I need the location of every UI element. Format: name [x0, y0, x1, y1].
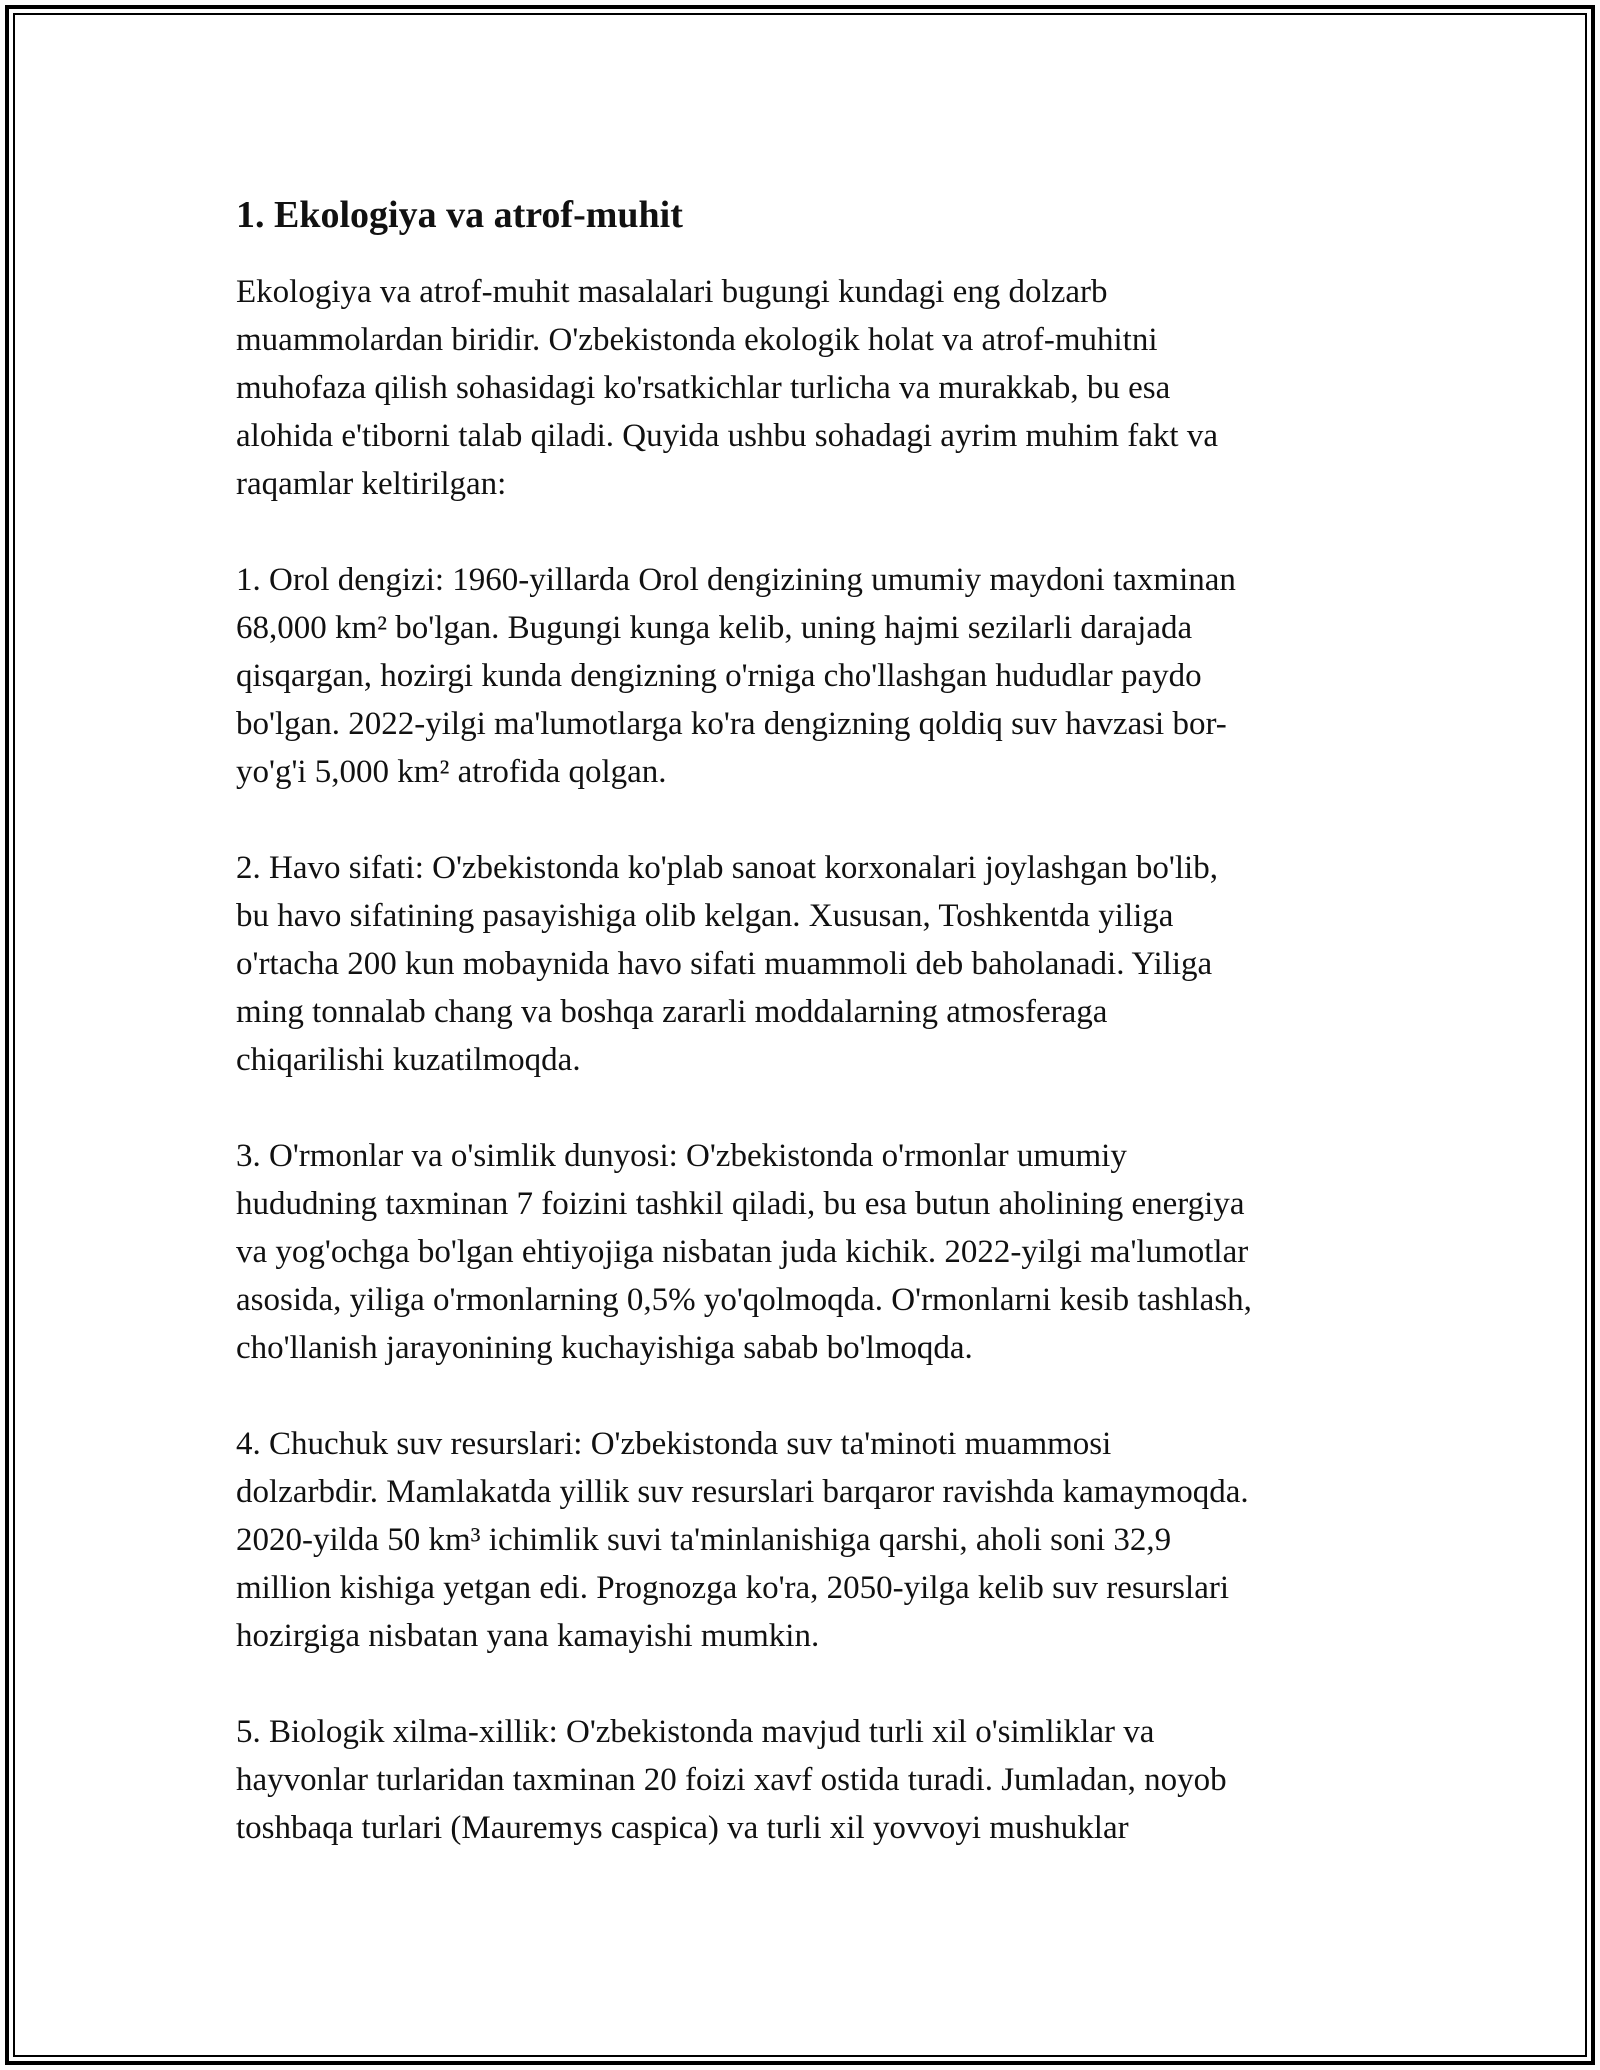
paragraph-biodiversity: 5. Biologik xilma-xillik: O'zbekistonda mavjud turli xil o'simliklar va hayvonlar turlaridan taxminan 20 foizi xavf ostida turadi. Jumladan, noyob toshbaqa turlari (Mauremys caspica) va turli xil yovvoyi mushuklar [236, 1714, 1227, 1846]
paragraph-fresh-water: 4. Chuchuk suv resurslari: O'zbekistonda suv ta'minoti muammosi dolzarbdir. Mamlakatda yillik suv resurslari barqaror ravishda kamaymoqda. 2020-yilda 50 km³ ichimlik suvi ta'minlanishiga qarshi, aholi soni 32,9 million kishiga yetgan edi. Prognozga ko'ra, 2050-yilga kelib suv resurslari hozirgiga nisbatan yana kamayishi mumkin. [236, 1426, 1249, 1654]
intro-paragraph: Ekologiya va atrof-muhit masalalari bugungi kundagi eng dolzarb muammolardan biridir. O'zbekistonda ekologik holat va atrof-muhitni muhofaza qilish sohasidagi ko'rsatkichlar turlicha va murakkab, bu esa alohida e'tiborni talab qiladi. Quyida ushbu sohadagi ayrim muhim fakt va raqamlar keltirilgan: [236, 274, 1218, 502]
document-body [236, 188, 1371, 1900]
paragraph-aral-sea: 1. Orol dengizi: 1960-yillarda Orol dengizining umumiy maydoni taxminan 68,000 km² bo'lgan. Bugungi kunga kelib, uning hajmi sezilarli darajada qisqargan, hozirgi kunda dengizning o'rniga cho'llashgan hududlar paydo bo'lgan. 2022-yilgi ma'lumotlarga ko'ra dengizning qoldiq suv havzasi bor- yo'g'i 5,000 km² atrofida qolgan. [236, 562, 1236, 790]
section-heading: 1. Ekologiya va atrof-muhit [236, 194, 683, 236]
paragraph-air-quality: 2. Havo sifati: O'zbekistonda ko'plab sanoat korxonalari joylashgan bo'lib, bu havo sifatining pasayishiga olib kelgan. Xususan, Toshkentda yiliga o'rtacha 200 kun mobaynida havo sifati muammoli deb baholanadi. Yiliga ming tonnalab chang va boshqa zararli moddalarning atmosferaga chiqarilishi kuzatilmoqda. [236, 850, 1218, 1078]
paragraph-forests: 3. O'rmonlar va o'simlik dunyosi: O'zbekistonda o'rmonlar umumiy hududning taxminan 7 foizini tashkil qiladi, bu esa butun aholining energiya va yog'ochga bo'lgan ehtiyojiga nisbatan juda kichik. 2022-yilgi ma'lumotlar asosida, yiliga o'rmonlarning 0,5% yo'qolmoqda. O'rmonlarni kesib tashlash, cho'llanish jarayonining kuchayishiga sabab bo'lmoqda. [236, 1138, 1252, 1366]
